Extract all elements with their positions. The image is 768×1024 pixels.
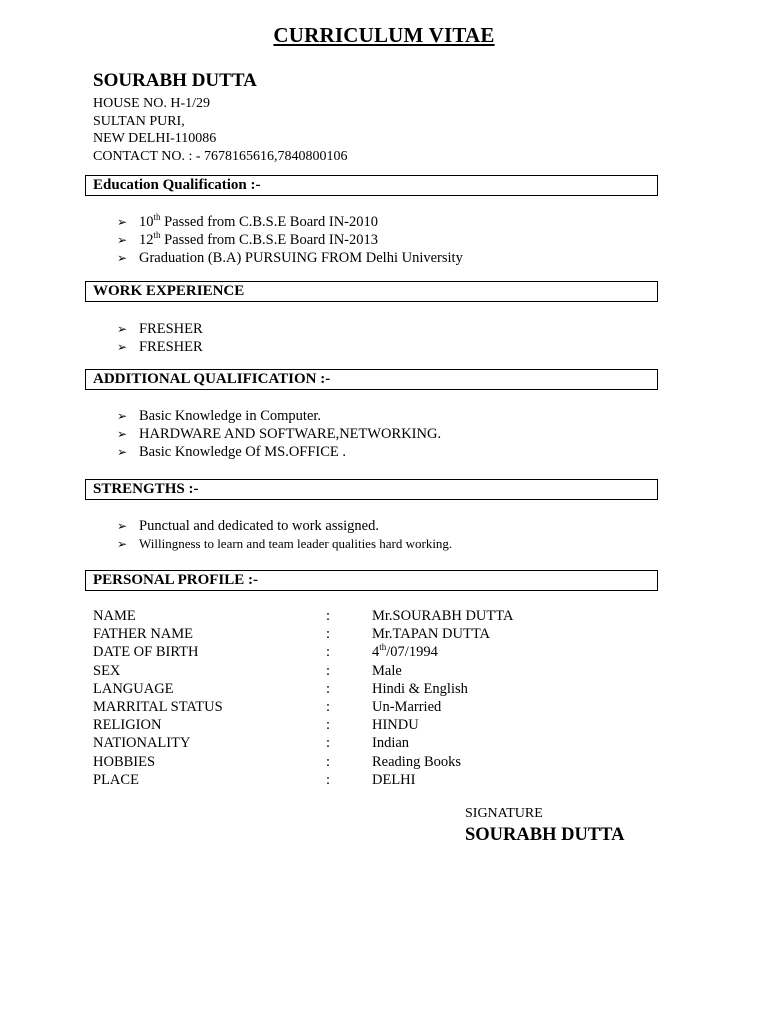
list-item: ➢ Basic Knowledge Of MS.OFFICE . [117,444,347,461]
list-item: ➢ Willingness to learn and team leader qualities hard working. [117,535,452,553]
profile-separator: : [326,626,331,643]
profile-separator: : [326,662,331,679]
work-list [117,320,203,356]
profile-label: NAME [93,608,136,624]
list-item: ➢ Punctual and dedicated to work assigned. [117,518,379,534]
address-line: SULTAN PURI, [93,113,185,129]
profile-label: MARRITAL STATUS [93,698,223,715]
profile-label: NATIONALITY [93,735,191,752]
arrowhead-bullet-icon: ➢ [117,251,128,266]
profile-separator: : [326,698,331,715]
profile-value: Indian [372,735,410,752]
profile-value: 4th/07/1994 [372,642,438,661]
profile-value: Mr.TAPAN DUTTA [372,626,490,643]
profile-value: Male [372,662,402,679]
candidate-name: SOURABH DUTTA [93,70,257,91]
arrowhead-bullet-icon: ➢ [117,409,128,423]
profile-value: DELHI [372,771,416,788]
profile-label: RELIGION [93,717,162,734]
profile-separator: : [326,644,331,661]
profile-value: Mr.SOURABH DUTTA [372,608,514,624]
profile-label: DATE OF BIRTH [93,644,199,661]
profile-separator: : [326,680,331,697]
arrowhead-bullet-icon: ➢ [117,215,128,229]
section-heading-strengths: STRENGTHS :- [85,479,658,500]
profile-separator: : [326,735,331,752]
signature-block [465,805,625,847]
signature-name: SOURABH DUTTA [465,825,625,845]
arrowhead-bullet-icon: ➢ [117,519,128,533]
list-item: ➢ 10th Passed from C.B.S.E Board IN-2010 [117,212,379,230]
signature-label: SIGNATURE [465,806,543,821]
list-item: ➢ Basic Knowledge in Computer. [117,408,322,424]
arrowhead-bullet-icon: ➢ [117,322,128,336]
contact-number: CONTACT NO. : - 7678165616,7840800106 [93,148,348,164]
strengths-list [117,517,452,553]
additional-list [117,407,441,462]
profile-label: FATHER NAME [93,626,194,643]
profile-label: LANGUAGE [93,680,174,697]
profile-value: Hindi & English [372,680,468,697]
profile-value: HINDU [372,717,419,734]
list-item: ➢ HARDWARE AND SOFTWARE,NETWORKING. [117,426,442,443]
address-line: HOUSE NO. H-1/29 [93,96,211,111]
profile-separator: : [326,753,331,770]
profile-separator: : [326,771,331,788]
arrowhead-bullet-icon: ➢ [117,427,128,442]
education-list [117,213,463,268]
list-item: ➢ FRESHER [117,321,203,337]
profile-value: Un-Married [372,698,442,715]
arrowhead-bullet-icon: ➢ [117,537,128,552]
list-item: ➢ FRESHER [117,339,203,356]
document-title: CURRICULUM VITAE [273,23,495,47]
profile-label: HOBBIES [93,753,156,770]
list-item: ➢ Graduation (B.A) PURSUING FROM Delhi University [117,250,463,267]
list-item: ➢ 12th Passed from C.B.S.E Board IN-2013 [117,230,379,249]
profile-separator: : [326,608,331,624]
section-heading-work: WORK EXPERIENCE [85,281,658,302]
section-heading-education: Education Qualification :- [85,175,658,196]
arrowhead-bullet-icon: ➢ [117,340,128,355]
profile-label: PLACE [93,771,139,788]
section-heading-profile: PERSONAL PROFILE :- [85,570,658,591]
address-line: NEW DELHI-110086 [93,131,217,146]
profile-separator: : [326,717,331,734]
section-heading-additional: ADDITIONAL QUALIFICATION :- [85,369,658,390]
profile-label: SEX [93,662,121,679]
candidate-header [93,70,348,165]
arrowhead-bullet-icon: ➢ [117,233,128,248]
profile-value: Reading Books [372,753,462,770]
arrowhead-bullet-icon: ➢ [117,445,128,460]
